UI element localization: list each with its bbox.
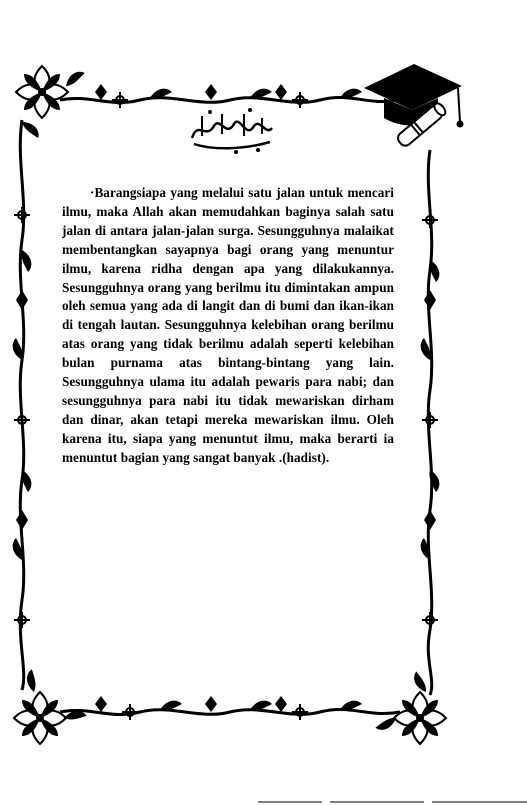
graduation-cap-icon <box>364 64 464 128</box>
arabic-calligraphy-emblem <box>192 108 272 154</box>
hadith-text: ·Barangsiapa yang melalui satu jalan untuk mencari ilmu, maka Allah akan memudahkan baginya salah satu jalan di antara jalan-jalan surga. Sesungguhnya malaikat membentangkan sayapnya bagi orang yang menuntur ilmu, karena ridha dengan apa yang dilakukannya. Sesungguhnya orang yang berilmu itu dimintakan ampun oleh semua yang ada di langit dan di bumi dan ikan-ikan di tengah lautan. Sesungguhnya kelebihan orang berilmu atas orang yang tidak berilmu adalah seperti kelebihan bulan purnama atas bintang-bintang yang lain. Sesungguhnya ulama itu adalah pewaris para nabi; dan sesungguhnya para nabi itu tidak mewariskan dirham dan dinar, akan tetapi mereka mewariskan ilmu. Oleh karena itu, siapa yang menuntut ilmu, maka berarti ia menuntut bagian yang sangat banyak .(hadist). <box>62 185 394 465</box>
hadith-paragraph <box>62 184 394 468</box>
footer-rule-lines <box>0 800 527 805</box>
right-vine-column <box>421 150 440 695</box>
top-vine-band <box>60 84 395 108</box>
left-vine-column <box>13 120 32 690</box>
flower-corner-bottom-right <box>374 670 446 744</box>
bottom-vine-band <box>60 696 400 720</box>
flower-corner-top-left <box>16 66 87 141</box>
